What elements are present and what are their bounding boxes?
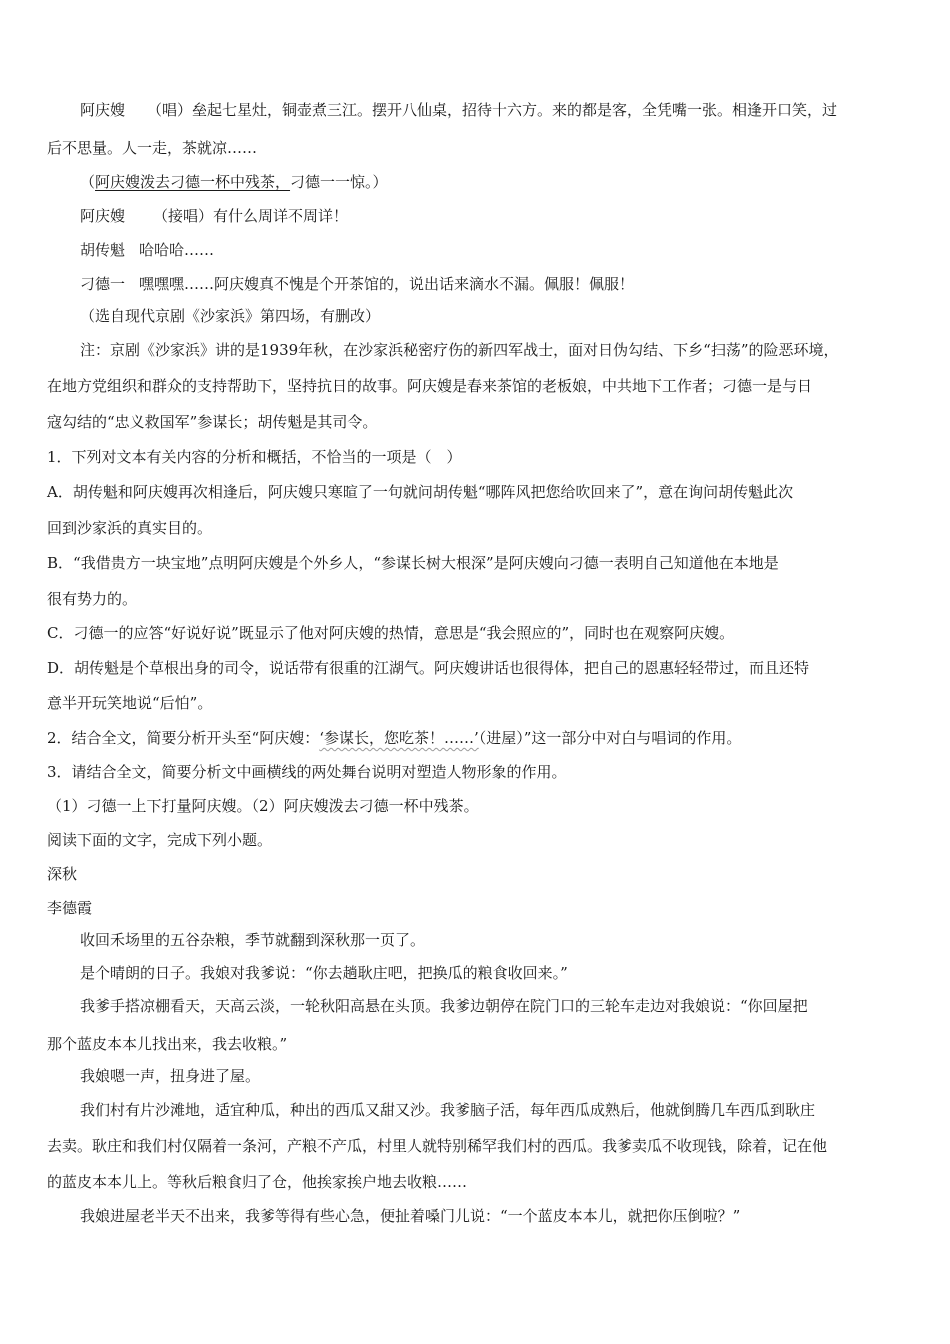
play-line-2: 后不思量。人一走，茶就凉…… — [47, 139, 258, 157]
story-paragraph-5-line-1: 我们村有片沙滩地，适宜种瓜，种出的西瓜又甜又沙。我爹脑子活，每年西瓜成熟后，他就倒腾几车西瓜到耿庄 — [80, 1101, 816, 1119]
question-3: 3．请结合全文，简要分析文中画横线的两处舞台说明对塑造人物形象的作用。 — [47, 763, 567, 781]
source-note: （选自现代京剧《沙家浜》第四场，有删改） — [80, 307, 381, 325]
speaker-diao: 刁德一 — [80, 275, 126, 293]
story-paragraph-5-line-3: 的蓝皮本本儿上。等秋后粮食归了仓，他挨家挨户地去收粮…… — [47, 1173, 468, 1191]
reading-instruction: 阅读下面的文字，完成下列小题。 — [47, 831, 273, 849]
story-paragraph-3-line-2: 那个蓝皮本本儿找出来，我去收粮。” — [47, 1035, 288, 1053]
question-1: 1．下列对文本有关内容的分析和概括，不恰当的一项是（ ） — [47, 448, 462, 466]
option-d-line-1: D．胡传魁是个草根出身的司令，说话带有很重的江湖气。阿庆嫂讲话也很得体，把自己的恩惠轻轻带过，而且还特 — [47, 659, 810, 677]
wavy-underlined-quote: ‘参谋长，您吃茶！……’ — [319, 729, 479, 747]
annotation-line-3: 寇勾结的“忠义救国军”参谋长；胡传魁是其司令。 — [47, 413, 378, 431]
speaker-aqingsao: 阿庆嫂 — [80, 207, 126, 225]
story-paragraph-4: 我娘嗯一声，扭身进了屋。 — [80, 1067, 261, 1085]
stage-direction-1: （阿庆嫂泼去刁德一杯中残茶，刁德一一惊。） — [80, 173, 388, 191]
underlined-stage-direction: 阿庆嫂泼去刁德一杯中残茶， — [95, 173, 291, 191]
story-author: 李德霞 — [47, 899, 93, 917]
option-b-line-2: 很有势力的。 — [47, 590, 138, 608]
song-text: （唱）垒起七星灶，铜壶煮三江。摆开八仙桌，招待十六方。来的都是客，全凭嘴一张。相逢开口笑，过 — [147, 101, 838, 119]
speaker-hu: 胡传魁 — [80, 241, 126, 259]
question-3-subitems: （1）刁德一上下打量阿庆嫂。（2）阿庆嫂泼去刁德一杯中残茶。 — [47, 797, 479, 815]
story-paragraph-2: 是个晴朗的日子。我娘对我爹说：“你去趟耿庄吧，把换瓜的粮食收回来。” — [80, 964, 568, 982]
story-paragraph-1: 收回禾场里的五谷杂粮，季节就翻到深秋那一页了。 — [80, 931, 426, 949]
story-paragraph-3-line-1: 我爹手搭凉棚看天，天高云淡，一轮秋阳高悬在头顶。我爹边朝停在院门口的三轮车走边对我娘说：“你回屋把 — [80, 997, 808, 1015]
speaker-aqingsao: 阿庆嫂 — [80, 101, 126, 119]
story-paragraph-6: 我娘进屋老半天不出来，我爹等得有些心急，便扯着嗓门儿说：“一个蓝皮本本儿，就把你压倒啦？” — [80, 1207, 741, 1225]
play-line-1 — [80, 100, 837, 120]
option-d-line-2: 意半开玩笑地说“后怕”。 — [47, 694, 213, 712]
play-line-5: 胡传魁 哈哈哈…… — [80, 241, 215, 259]
option-b-line-1: B．“我借贵方一块宝地”点明阿庆嫂是个外乡人，“参谋长树大根深”是阿庆嫂向刁德一表明自己知道他在本地是 — [47, 554, 779, 572]
story-title: 深秋 — [47, 865, 78, 883]
annotation-line-2: 在地方党组织和群众的支持帮助下，坚持抗日的故事。阿庆嫂是春来茶馆的老板娘，中共地下工作者；刁德一是与日 — [47, 377, 813, 395]
question-2: 2．结合全文，简要分析开头至“阿庆嫂：‘参谋长，您吃茶！……’（进屋）”这一部分中对白与唱词的作用。 — [47, 729, 742, 747]
option-a-line-1: A．胡传魁和阿庆嫂再次相逢后，阿庆嫂只寒暄了一句就问胡传魁“哪阵风把您给吹回来了”，意在询问胡传魁此次 — [47, 483, 794, 501]
option-c: C．刁德一的应答“好说好说”既显示了他对阿庆嫂的热情，意思是“我会照应的”，同时也在观察阿庆嫂。 — [47, 624, 735, 642]
option-a-line-2: 回到沙家浜的真实目的。 — [47, 519, 213, 537]
play-line-4: 阿庆嫂 （接唱）有什么周详不周详！ — [80, 207, 349, 225]
annotation-line-1: 注：京剧《沙家浜》讲的是1939年秋，在沙家浜秘密疗伤的新四军战士，面对日伪勾结、下乡“扫荡”的险恶环境， — [80, 341, 839, 359]
play-line-6: 刁德一 嘿嘿嘿……阿庆嫂真不愧是个开茶馆的，说出话来滴水不漏。佩服！佩服！ — [80, 275, 635, 293]
story-paragraph-5-line-2: 去卖。耿庄和我们村仅隔着一条河，产粮不产瓜，村里人就特别稀罕我们村的西瓜。我爹卖瓜不收现钱，除着，记在他 — [47, 1137, 828, 1155]
